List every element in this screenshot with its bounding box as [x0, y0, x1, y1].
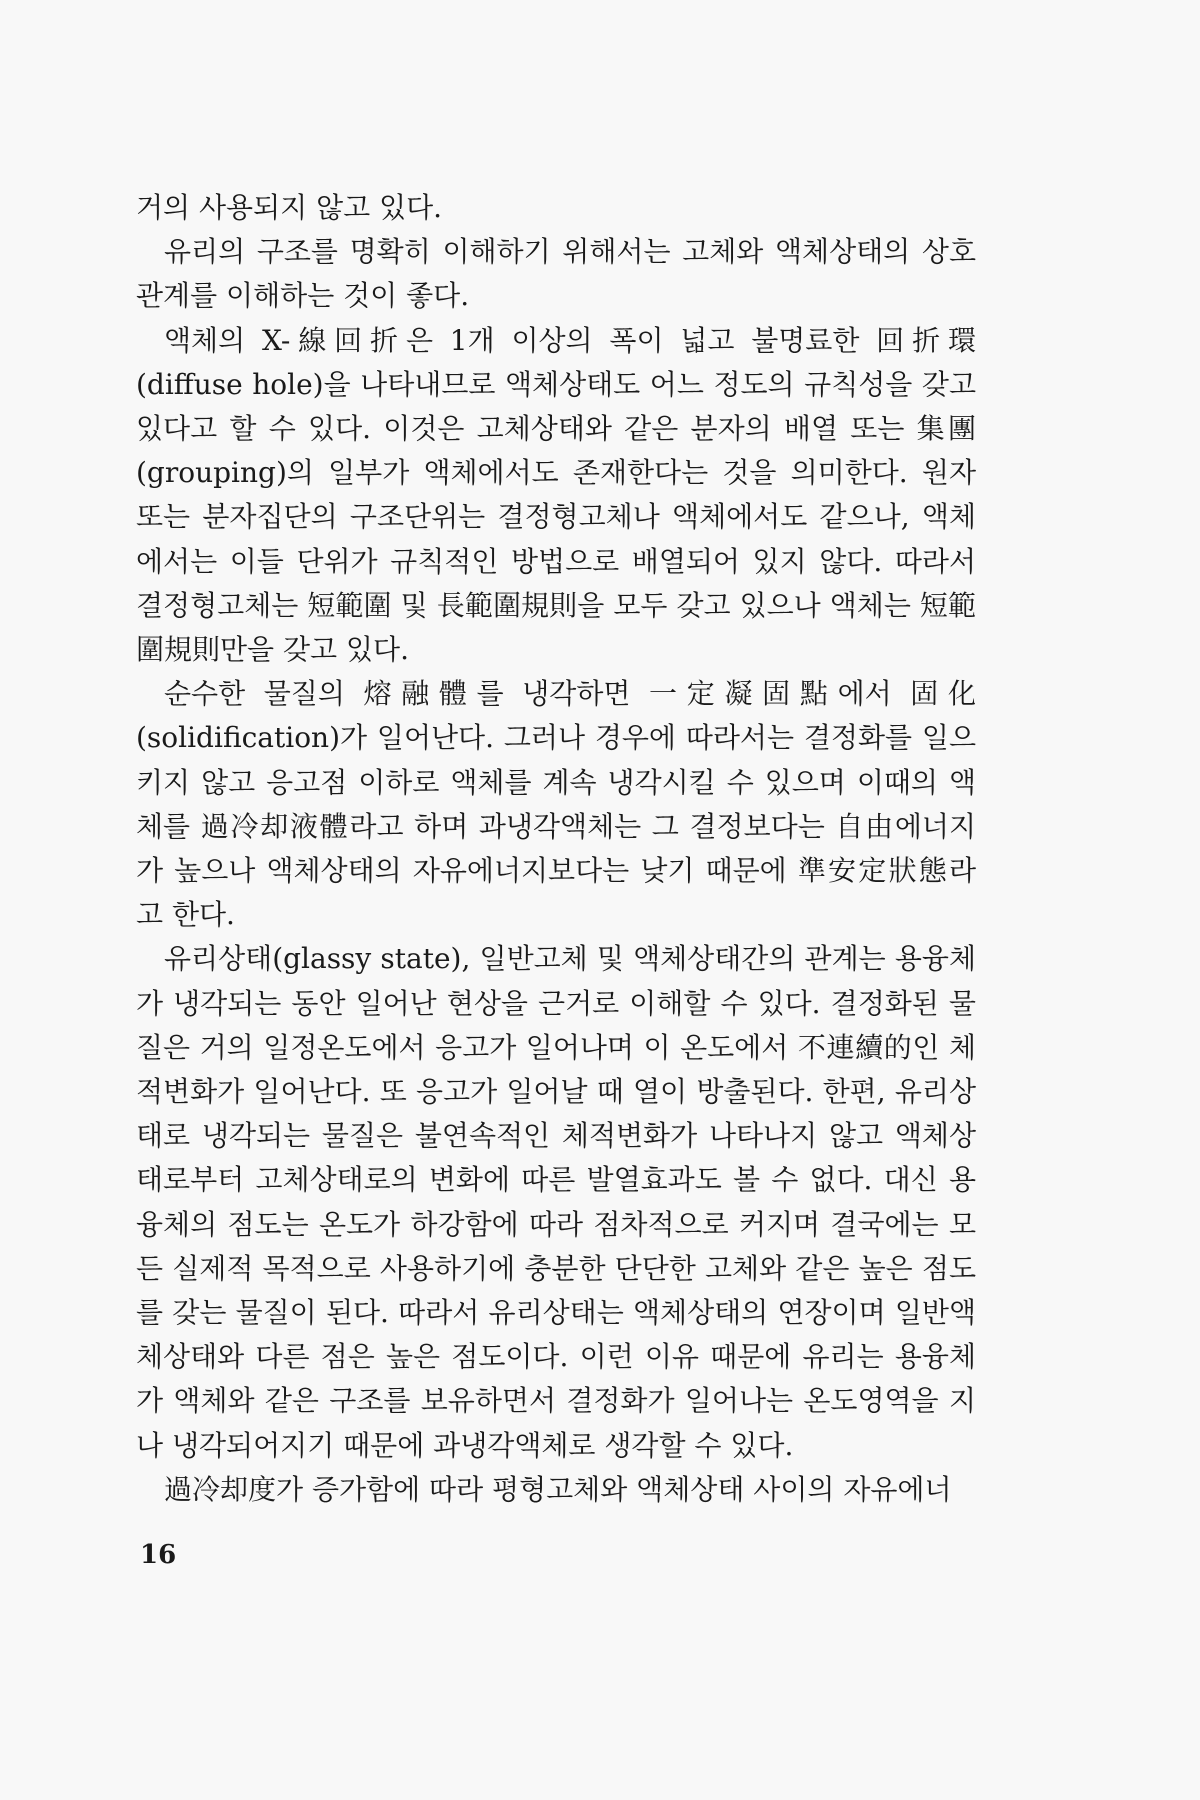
paragraph-glassy-state: 유리상태(glassy state), 일반고체 및 액체상태간의 관계는 용융체가 냉각되는 동안 일어난 현상을 근거로 이해할 수 있다. 결정화된 물질은 거의 일정온도에서 응고가 일어나며 이 온도에서 不連續的인 체적변화가 일어난다. 또 응고가 일어날 때 열이 방출된다. 한편, 유리상태로 냉각되는 물질은 불연속적인 체적변화가 나타나지 않고 액체상태로부터 고체상태로의 변화에 따른 발열효과도 볼 수 없다. 대신 용융체의 점도는 온도가 하강함에 따라 점차적으로 커지며 결국에는 모든 실제적 목적으로 사용하기에 충분한 단단한 고체와 같은 높은 점도를 갖는 물질이 된다. 따라서 유리상태는 액체상태의 연장이며 일반액체상태와 다른 점은 높은 점도이다. 이런 이유 때문에 유리는 용융체가 액체와 같은 구조를 보유하면서 결정화가 일어나는 온도영역을 지나 냉각되어지기 때문에 과냉각액체로 생각할 수 있다. [136, 942, 976, 1462]
paragraph-xray-diffraction: 액체의 X-線回折은 1개 이상의 폭이 넓고 불명료한 回折環(diffuse hole)을 나타내므로 액체상태도 어느 정도의 규칙성을 갖고 있다고 할 수 있다. 이것은 고체상태와 같은 분자의 배열 또는 集團(grouping)의 일부가 액체에서도 존재한다는 것을 의미한다. 원자 또는 분자집단의 구조단위는 결정형고체나 액체에서도 같으나, 액체에서는 이들 단위가 규칙적인 방법으로 배열되어 있지 않다. 따라서 결정형고체는 短範圍 및 長範圍規則을 모두 갖고 있으나 액체는 短範圍規則만을 갖고 있다. [136, 323, 976, 667]
paragraph-glass-structure: 유리의 구조를 명확히 이해하기 위해서는 고체와 액체상태의 상호관계를 이해하는 것이 좋다. [136, 235, 976, 313]
body-text [136, 186, 976, 1512]
page-number: 16 [140, 1540, 177, 1570]
paragraph-supercooled-liquid: 순수한 물질의 熔融體를 냉각하면 一定凝固點에서 固化(solidification)가 일어난다. 그러나 경우에 따라서는 결정화를 일으키지 않고 응고점 이하로 액체를 계속 냉각시킬 수 있으며 이때의 액체를 過冷却液體라고 하며 과냉각액체는 그 결정보다는 自由에너지가 높으나 액체상태의 자유에너지보다는 낮기 때문에 準安定狀態라고 한다. [136, 677, 976, 932]
paragraph-supercooling-degree: 過冷却度가 증가함에 따라 평형고체와 액체상태 사이의 자유에너 [164, 1472, 952, 1506]
paragraph-continuation: 거의 사용되지 않고 있다. [136, 191, 443, 224]
